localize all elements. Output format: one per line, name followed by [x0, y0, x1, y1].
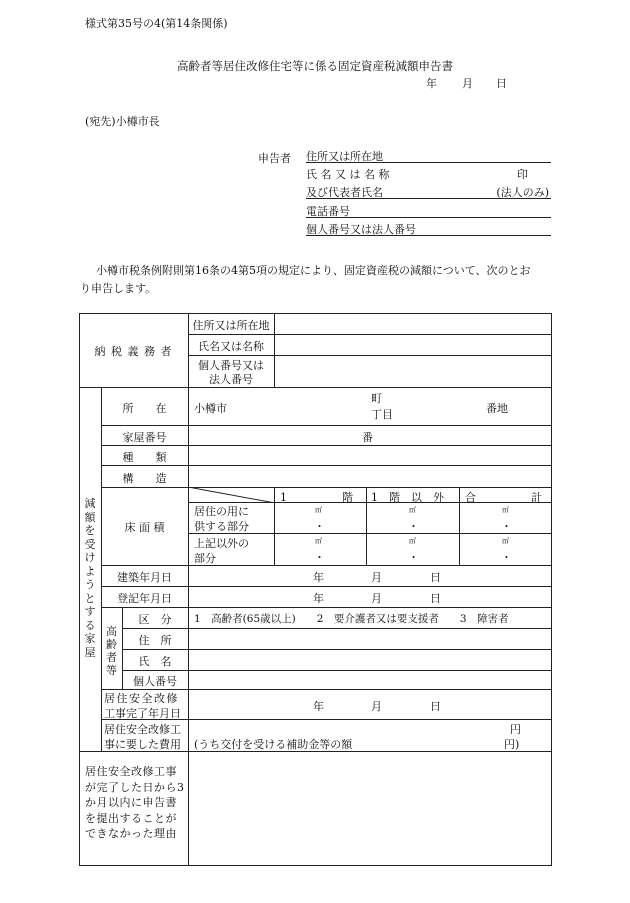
addressee: (宛先)小樽市長: [85, 115, 160, 128]
applicant-id-label: 個人番号又は法人番号: [306, 223, 416, 236]
location-chome: 丁目: [371, 408, 393, 421]
sqm-unit: ㎡: [409, 506, 416, 514]
floor-other-header: 1 階 以 外: [371, 491, 444, 504]
residential-other-input[interactable]: [367, 503, 459, 533]
taxpayer-header: 納 税 義 務 者: [94, 345, 173, 358]
applicant-address-label: 住所又は所在地: [306, 150, 383, 163]
location-town: 町: [371, 392, 382, 405]
residential-label-1: 居住の用に: [194, 505, 249, 518]
sqm-unit: ㎡: [409, 537, 416, 545]
taxpayer-address-input[interactable]: [275, 314, 551, 334]
cost-input[interactable]: [189, 720, 551, 751]
date-year: 年: [426, 77, 437, 90]
applicant-phone-field[interactable]: [306, 203, 551, 218]
elderly-address-label: 住 所: [138, 634, 172, 647]
registered-date-input[interactable]: [189, 587, 551, 607]
taxpayer-address-label: 住所又は所在地: [192, 319, 270, 332]
statement-line-2: り申告します。: [80, 282, 157, 295]
completed-day: 日: [430, 700, 441, 713]
location-city: 小樽市: [194, 402, 227, 415]
residential-floor1-input[interactable]: [275, 503, 366, 533]
house-number-label: 家屋番号: [122, 431, 167, 444]
category-options[interactable]: 1 高齢者(65歳以上) 2 要介護者又は要支援者 3 障害者: [194, 613, 509, 625]
decimal-dot: ・: [501, 520, 512, 533]
seal-mark: 印: [517, 168, 528, 181]
elderly-name-label: 氏 名: [138, 655, 172, 668]
sqm-unit: ㎡: [502, 537, 509, 545]
form-number: 様式第35号の4(第14条関係): [85, 17, 228, 30]
other-other-input[interactable]: [367, 534, 459, 565]
other-label-2: 部分: [194, 552, 216, 565]
completed-year: 年: [313, 700, 324, 713]
residential-label-2: 供する部分: [194, 520, 249, 533]
built-year: 年: [313, 571, 324, 584]
applicant-label: 申告者: [258, 152, 291, 165]
decimal-dot: ・: [314, 551, 325, 564]
built-day: 日: [430, 571, 441, 584]
sqm-unit: ㎡: [315, 537, 322, 545]
statement-line-1: 小樽市税条例附則第16条の4第5項の規定により、固定資産税の減額について、次のとお: [96, 264, 531, 277]
applicant-address-field[interactable]: [306, 148, 551, 163]
residential-total-input[interactable]: [460, 503, 551, 533]
decimal-dot: ・: [408, 520, 419, 533]
decimal-dot: ・: [501, 551, 512, 564]
registered-month: 月: [371, 592, 382, 605]
built-date-label: 建築年月日: [117, 571, 172, 584]
subsidy-label: (うち交付を受ける補助金等の額: [194, 738, 353, 751]
sqm-unit: ㎡: [502, 506, 509, 514]
form-title: 高齢者等居住改修住宅等に係る固定資産税減額申告書: [177, 59, 453, 73]
structure-label: 構 造: [122, 472, 167, 485]
registered-day: 日: [430, 592, 441, 605]
elderly-name-input[interactable]: [189, 650, 551, 670]
decimal-dot: ・: [314, 520, 325, 533]
built-month: 月: [371, 571, 382, 584]
completed-label-2: 工事完了年月日: [104, 707, 181, 720]
elderly-id-input[interactable]: [189, 671, 551, 689]
elderly-id-label: 個人番号: [133, 675, 177, 688]
category-label: 区 分: [138, 613, 172, 626]
applicant-name-label: 氏 名 又 は 名 称: [306, 168, 390, 181]
table-rule: [101, 607, 552, 608]
reason-label: 居住安全改修工事が完了した日から3か月以内に申告書を提出することができなかった理由: [85, 765, 185, 840]
applicant-phone-label: 電話番号: [306, 205, 350, 218]
floor-total-header: 合 計: [465, 491, 542, 504]
date-month: 月: [462, 77, 473, 90]
subsidy-yen: 円): [504, 738, 520, 751]
elderly-address-input[interactable]: [189, 629, 551, 649]
registered-year: 年: [313, 592, 324, 605]
reason-input[interactable]: [189, 752, 551, 865]
decimal-dot: ・: [408, 551, 419, 564]
location-label: 所 在: [122, 402, 167, 415]
other-total-input[interactable]: [460, 534, 551, 565]
floor-1-header: 1 階: [280, 491, 353, 504]
floor-area-label: 床 面 積: [124, 521, 165, 534]
house-number-unit: 番: [362, 431, 373, 444]
cost-label-2: 事に要した費用: [104, 738, 181, 751]
sqm-unit: ㎡: [315, 506, 322, 514]
type-input[interactable]: [189, 446, 551, 465]
completed-month: 月: [371, 700, 382, 713]
location-lot: 番地: [486, 402, 508, 415]
other-label-1: 上記以外の: [194, 537, 249, 550]
type-label: 種 類: [122, 451, 167, 464]
floor-area-diagonal: [188, 487, 275, 503]
registered-date-label: 登記年月日: [117, 592, 172, 605]
structure-input[interactable]: [189, 466, 551, 487]
applicant-rep-field[interactable]: [306, 184, 551, 199]
cost-label-1: 居住安全改修工: [104, 723, 181, 736]
location-input[interactable]: [189, 388, 551, 425]
table-rule: [79, 313, 80, 866]
other-floor1-input[interactable]: [275, 534, 366, 565]
completed-label-1: 居住安全改修: [104, 692, 179, 705]
table-rule: [101, 487, 552, 488]
table-rule: [79, 865, 552, 866]
house-number-input[interactable]: [189, 426, 551, 445]
applicant-rep-label: 及び代表者氏名: [306, 186, 383, 199]
built-date-input[interactable]: [189, 566, 551, 586]
applicant-id-field[interactable]: [306, 221, 551, 236]
cost-yen: 円: [510, 723, 521, 736]
taxpayer-id-label-2: 法人番号: [209, 373, 253, 386]
taxpayer-name-label: 氏名又は名称: [198, 340, 264, 353]
taxpayer-name-input[interactable]: [275, 335, 551, 355]
elderly-vertical-label: 高齢者等: [106, 625, 117, 677]
table-rule: [551, 313, 552, 866]
completed-date-input[interactable]: [189, 690, 551, 719]
house-vertical-label: 減額を受けようとする家屋: [84, 497, 96, 659]
taxpayer-id-input[interactable]: [275, 356, 551, 387]
taxpayer-id-label-1: 個人番号又は: [198, 359, 264, 372]
date-day: 日: [496, 77, 507, 90]
corp-only-note: (法人のみ): [496, 186, 549, 199]
